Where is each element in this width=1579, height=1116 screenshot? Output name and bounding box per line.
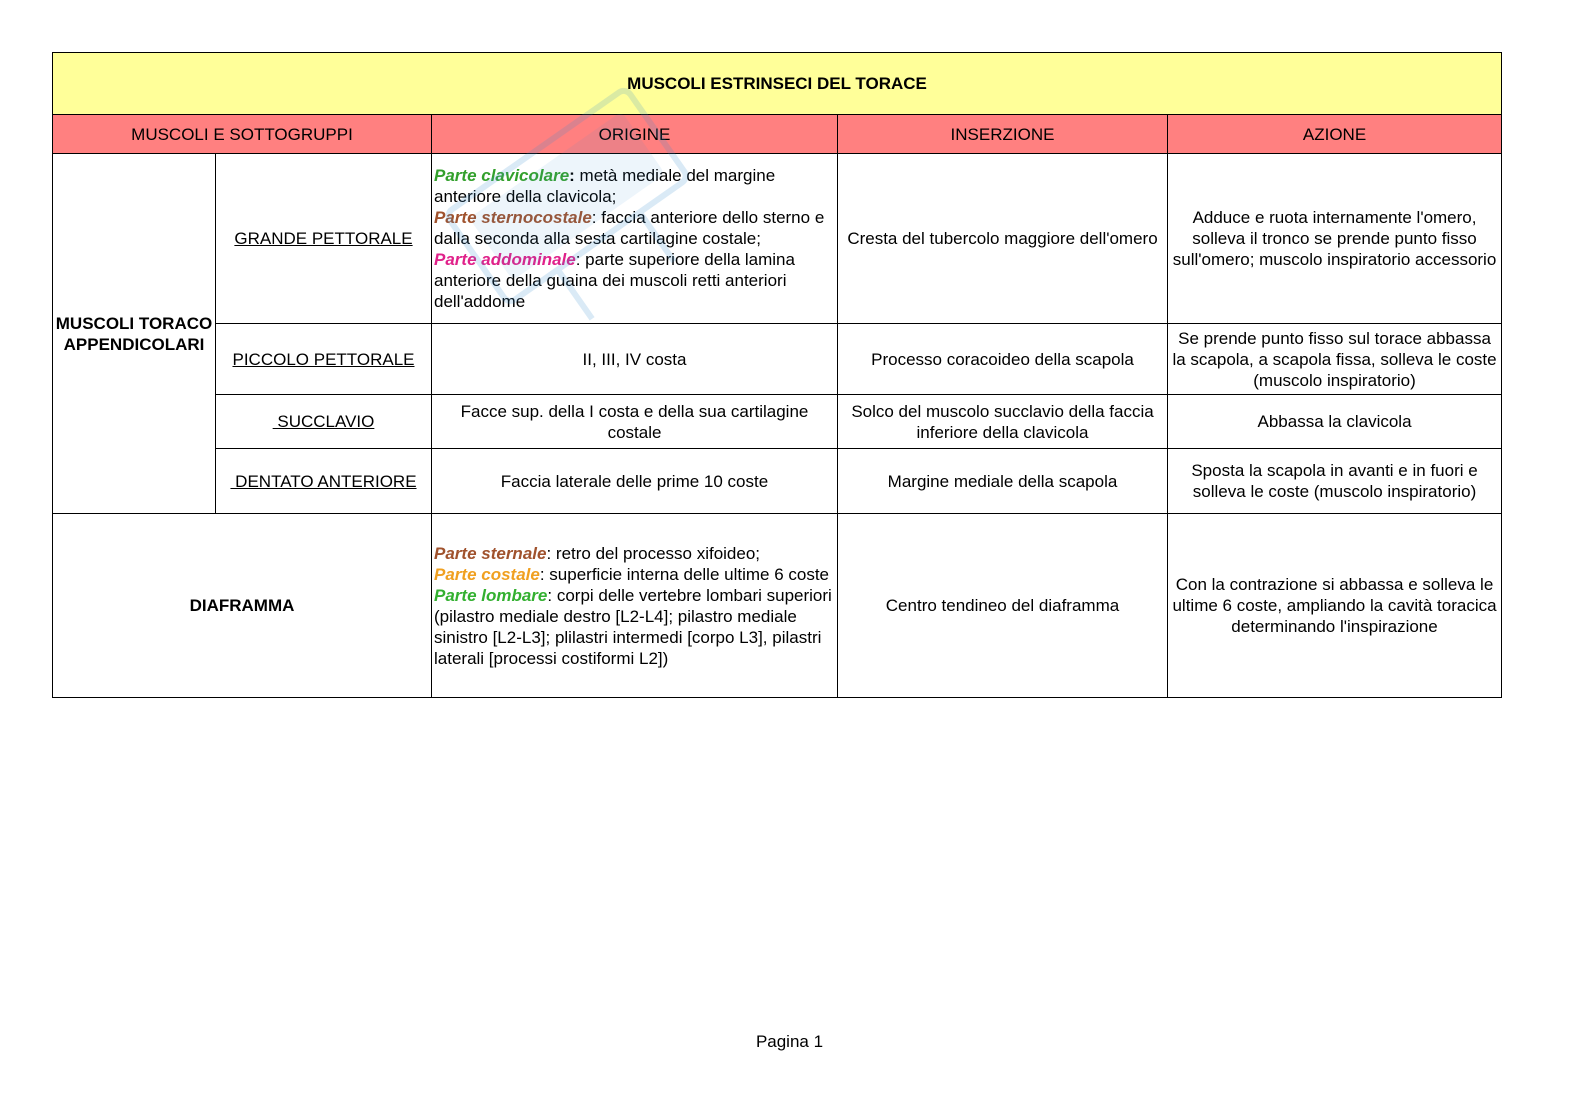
insertion-piccolo-pettorale: Processo coracoideo della scapola <box>838 324 1168 395</box>
part-text: parte superiore della lamina anteriore della guaina dei muscoli retti anteriori dell'addome <box>434 250 795 311</box>
part-text: faccia anteriore dello sterno e dalla seconda alla sesta cartilagine costale; <box>434 208 825 248</box>
part-sternale: Parte sternale <box>434 543 547 563</box>
part-costale: Parte costale <box>434 564 540 584</box>
part-text: retro del processo xifoideo; <box>551 543 761 563</box>
header-origin: ORIGINE <box>432 115 838 154</box>
action-diaframma: Con la contrazione si abbassa e solleva le ultime 6 coste, ampliando la cavità toracica determinando l'inspirazione <box>1168 514 1502 698</box>
part-separator: : <box>539 564 545 584</box>
origin-dentato-anteriore: Faccia laterale delle prime 10 coste <box>432 449 838 514</box>
table-row <box>53 324 1502 395</box>
muscle-dentato-anteriore: DENTATO ANTERIORE <box>216 449 432 514</box>
muscle-succlavio: SUCCLAVIO <box>216 395 432 449</box>
action-grande-pettorale: Adduce e ruota internamente l'omero, solleva il tronco se prende punto fisso sull'omero; muscolo inspiratorio accessorio <box>1168 154 1502 324</box>
header-insertion: INSERZIONE <box>838 115 1168 154</box>
part-clavicolare: Parte clavicolare <box>434 166 570 185</box>
origin-piccolo-pettorale: II, III, IV costa <box>432 324 838 395</box>
table-row <box>53 154 1502 324</box>
table-row <box>53 449 1502 514</box>
part-addominale: Parte addominale <box>434 250 576 269</box>
header-action: AZIONE <box>1168 115 1502 154</box>
part-separator: : <box>546 543 552 563</box>
origin-succlavio: Facce sup. della I costa e della sua cartilagine costale <box>432 395 838 449</box>
group-label-toracoappendicolari: MUSCOLI TORACOAPPENDICOLARI <box>53 154 216 514</box>
muscle-grande-pettorale: GRANDE PETTORALE <box>216 154 432 324</box>
muscle-piccolo-pettorale: PICCOLO PETTORALE <box>216 324 432 395</box>
muscles-table <box>52 52 1502 698</box>
action-succlavio: Abbassa la clavicola <box>1168 395 1502 449</box>
table-title: MUSCOLI ESTRINSECI DEL TORACE <box>53 53 1502 115</box>
part-separator: : <box>575 250 581 269</box>
page-footer: Pagina 1 <box>755 1032 824 1051</box>
part-lombare: Parte lombare <box>434 585 548 605</box>
part-separator: : <box>547 585 553 605</box>
table-row <box>53 395 1502 449</box>
part-separator: : <box>569 166 575 185</box>
action-piccolo-pettorale: Se prende punto fisso sul torace abbassa la scapola, a scapola fissa, solleva le coste (muscolo inspiratorio) <box>1168 324 1502 395</box>
muscle-diaframma: DIAFRAMMA <box>53 514 432 698</box>
insertion-succlavio: Solco del muscolo succlavio della faccia inferiore della clavicola <box>838 395 1168 449</box>
title-row <box>53 53 1502 115</box>
action-dentato-anteriore: Sposta la scapola in avanti e in fuori e solleva le coste (muscolo inspiratorio) <box>1168 449 1502 514</box>
part-text: metà mediale del margine anteriore della clavicola; <box>434 166 776 206</box>
insertion-dentato-anteriore: Margine mediale della scapola <box>838 449 1168 514</box>
header-muscles: MUSCOLI E SOTTOGRUPPI <box>53 115 432 154</box>
table-row <box>53 514 1502 698</box>
insertion-grande-pettorale: Cresta del tubercolo maggiore dell'omero <box>838 154 1168 324</box>
origin-diaframma <box>432 514 838 698</box>
insertion-diaframma: Centro tendineo del diaframma <box>838 514 1168 698</box>
part-text: superficie interna delle ultime 6 coste <box>544 564 830 584</box>
origin-grande-pettorale <box>432 154 838 324</box>
header-row <box>53 115 1502 154</box>
part-sternocostale: Parte sternocostale <box>434 208 592 227</box>
part-separator: : <box>591 208 597 227</box>
part-text: corpi delle vertebre lombari superiori (pilastro mediale destro [L2-L4]; pilastro mediale sinistro [L2-L3]; plilastri intermedi [corpo L3], pilastri laterali [processi costiformi L2]) <box>434 585 832 668</box>
